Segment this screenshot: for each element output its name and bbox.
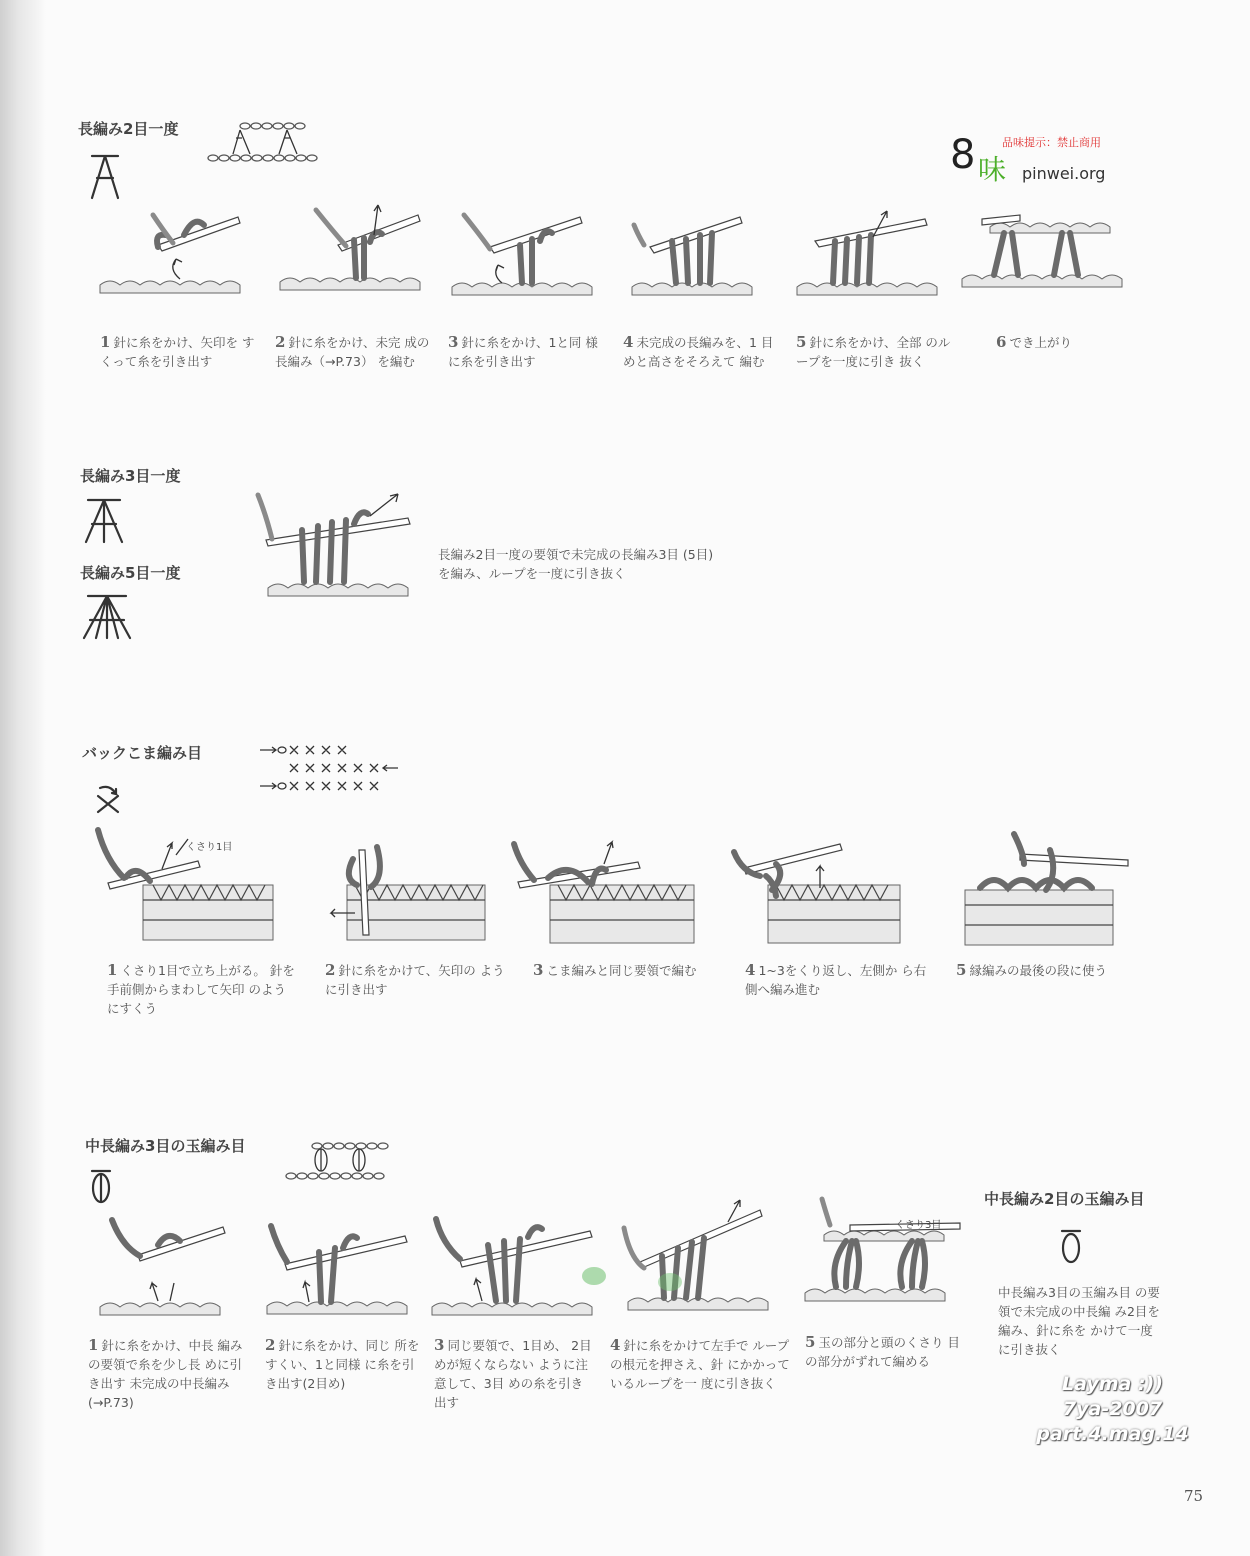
watermark-site: pinwei.org: [1022, 164, 1106, 183]
step-back-sc-1: 1 くさり1目で立ち上がる。 針を手前側からまわして矢印 のようにすくう: [107, 961, 295, 1016]
illustration-back-sc-step-1: [88, 825, 283, 945]
illustration-dc2tog-step-1: [98, 205, 248, 300]
illustration-dc2tog-step-3: [450, 205, 600, 300]
symbol-dc3tog-icon: [82, 496, 126, 546]
illustration-hdc3-step-1: [98, 1215, 233, 1325]
symbol-dc2tog-icon: [88, 152, 122, 202]
step-hdc3-2: 2 針に糸をかけ、同じ 所をすくい、1と同様 に糸を引き出す(2目め): [265, 1336, 420, 1391]
step-dc2tog-5: 5 針に糸をかけ、全部 のループを一度に引き 抜く: [796, 333, 951, 369]
step-dc2tog-4: 4 未完成の長編みを、1 目めと高さをそろえて 編む: [623, 333, 774, 369]
illustration-hdc3-step-4: [600, 1198, 780, 1320]
step-back-sc-4: 4 1~3をくり返し、左側か ら右側へ編み進む: [745, 961, 927, 997]
watermark-logo-char: 味: [978, 153, 1007, 186]
callout-back-sc: くさり1目: [186, 842, 233, 853]
credit-line-2: 7ya-2007: [1062, 1398, 1163, 1420]
symbol-hdc3-bobble-icon: [88, 1168, 114, 1206]
illustration-hdc3-step-5: [800, 1195, 960, 1307]
illustration-back-sc-step-3: [508, 840, 698, 948]
step-back-sc-3: 3 こま編みと同じ要領で編む: [533, 961, 697, 979]
watermark-note: 品味提示：禁止商用: [1002, 136, 1101, 149]
note-hdc2-bobble: 中長編み3目の玉編み目 の要領で未完成の中長編 み2目を編み、針に糸を かけて一度に引き抜く: [998, 1285, 1160, 1357]
step-dc2tog-1: 1 針に糸をかけ、矢印を すくって糸を引き出す: [100, 333, 255, 369]
credit-line-3: part.4.mag.14: [1036, 1423, 1189, 1445]
illustration-hdc3-step-2: [265, 1218, 415, 1323]
illustration-hdc3-step-3: [430, 1215, 600, 1325]
section-title-dc5tog: 長編み5目一度: [80, 564, 181, 582]
step-hdc3-3: 3 同じ要領で、1目め、 2目めが短くならない ように注意して、3目 めの糸を引き出す: [434, 1336, 592, 1410]
illustration-dc2tog-step-2: [278, 200, 428, 300]
step-dc2tog-2: 2 針に糸をかけ、未完 成の長編み（→P.73） を編む: [275, 333, 430, 369]
section-title-hdc3-bobble: 中長編み3目の玉編み目: [85, 1137, 246, 1155]
section-title-hdc2-bobble: 中長編み2目の玉編み目: [984, 1190, 1145, 1208]
illustration-dc2tog-step-6: [960, 205, 1120, 300]
step-hdc3-4: 4 針に糸をかけて左手で ループの根元を押さえ、針 にかかっているループを一 度に引き抜く: [610, 1336, 790, 1391]
watermark: [950, 130, 1140, 190]
book-spine-shadow: [0, 0, 46, 1556]
illustration-dc2tog-step-5: [795, 205, 945, 300]
step-hdc3-5: 5 玉の部分と頭のくさり 目の部分がずれて編める: [805, 1333, 960, 1369]
watermark-logo-digit: 8: [950, 132, 976, 178]
symbol-back-sc-icon: [92, 784, 124, 814]
chart-back-sc-symbol-rows: [258, 740, 408, 796]
callout-hdc3: くさり3目: [895, 1220, 942, 1231]
step-dc2tog-3: 3 針に糸をかけ、1と同 様に糸を引き出す: [448, 333, 598, 369]
step-hdc3-1: 1 針に糸をかけ、中長 編みの要領で糸を少し長 めに引き出す 未完成の中長編み (→P.73): [88, 1336, 243, 1410]
chart-dc2tog-symbol-row: [205, 118, 320, 166]
symbol-hdc2-bobble-icon: [1058, 1228, 1084, 1266]
page-number: 75: [1184, 1487, 1204, 1505]
illustration-back-sc-step-5: [960, 830, 1130, 948]
illustration-dc3tog: [258, 490, 418, 605]
step-back-sc-2: 2 針に糸をかけて、矢印の ように引き出す: [325, 961, 505, 997]
chart-hdc3-bobble-symbol-row: [285, 1138, 390, 1184]
illustration-back-sc-step-4: [730, 840, 905, 948]
illustration-dc2tog-step-4: [630, 205, 780, 300]
credit-line-1: Layma :)): [1062, 1373, 1163, 1395]
note-dc5tog: 長編み2目一度の要領で未完成の長編み3目 (5目) を編み、ループを一度に引き抜く: [438, 547, 714, 581]
section-title-dc2tog: 長編み2目一度: [78, 120, 179, 138]
step-dc2tog-6: 6 でき上がり: [996, 333, 1072, 351]
illustration-back-sc-step-2: [325, 845, 490, 945]
section-title-back-sc: バックこま編み目: [82, 744, 203, 762]
symbol-dc5tog-icon: [80, 592, 134, 642]
step-back-sc-5: 5 縁編みの最後の段に使う: [956, 961, 1107, 979]
credit-overlay: [1020, 1372, 1205, 1447]
section-title-dc3tog: 長編み3目一度: [80, 467, 181, 485]
